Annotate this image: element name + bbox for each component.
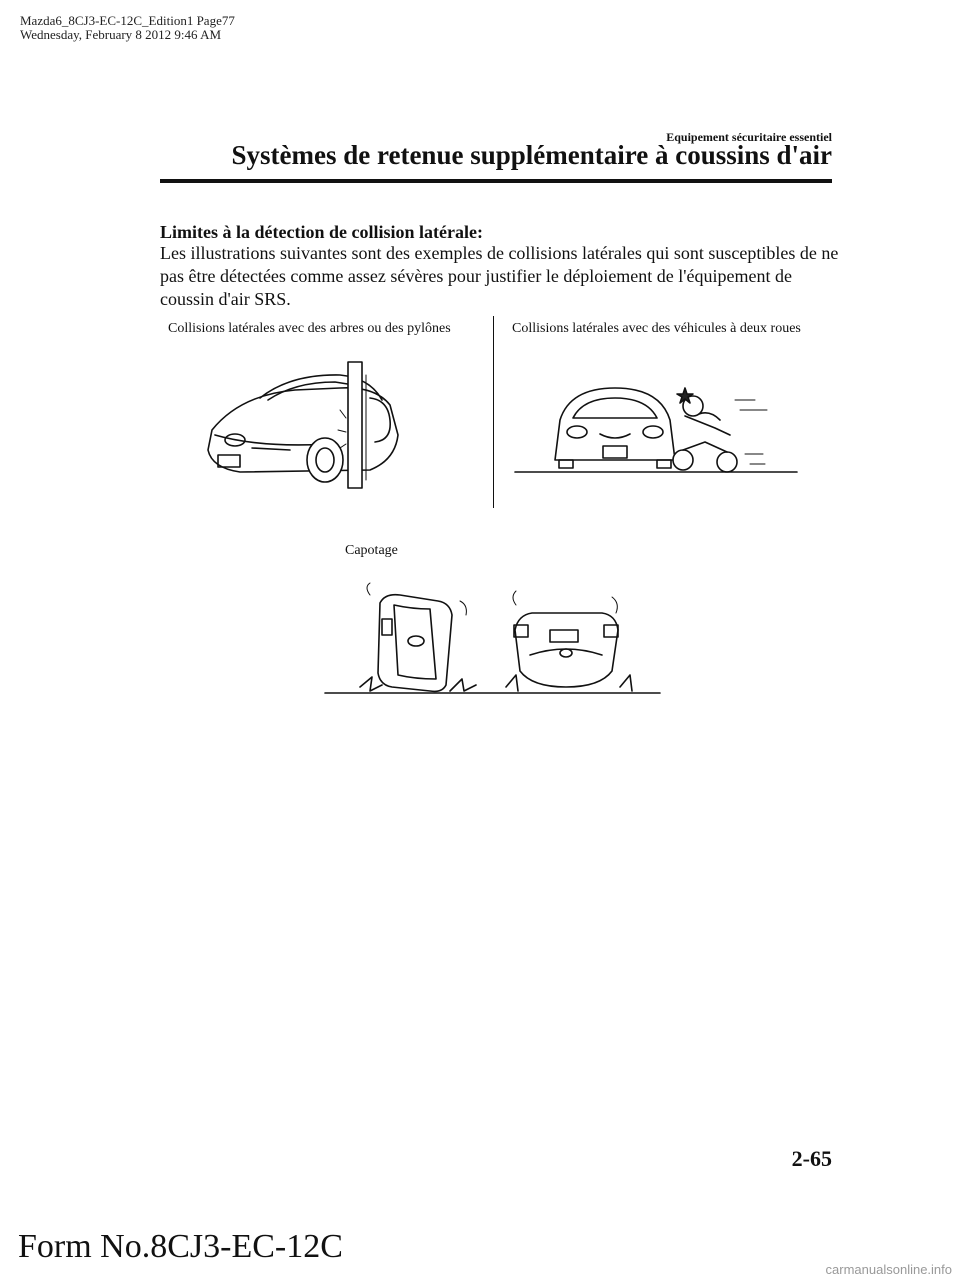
figure-two-wheeler-illustration — [515, 380, 800, 480]
car-front-view — [555, 388, 675, 468]
page-title: Systèmes de retenue supplémentaire à coussins d'air — [231, 140, 832, 170]
caption-rollover: Capotage — [345, 543, 398, 558]
column-divider — [493, 316, 494, 508]
car-front-three-quarter — [208, 375, 398, 482]
print-timestamp: Wednesday, February 8 2012 9:46 AM — [20, 27, 222, 42]
watermark: carmanualsonline.info — [825, 1262, 952, 1277]
car-upside-down — [513, 591, 618, 687]
title-rule — [160, 179, 832, 183]
subheading: Limites à la détection de collision latérale: — [160, 222, 483, 242]
page-number: 2-65 — [791, 1146, 832, 1171]
caption-tree-pole: Collisions latérales avec des arbres ou des pylônes — [168, 321, 451, 336]
document-id: Mazda6_8CJ3-EC-12C_Edition1 Page77 — [20, 13, 235, 28]
caption-two-wheeler: Collisions latérales avec des véhicules à deux roues — [512, 321, 801, 336]
section-label: Equipement sécuritaire essentiel — [666, 130, 832, 144]
car-tilted-side — [367, 583, 466, 691]
speed-lines — [735, 400, 767, 464]
motorcycle-rider — [673, 388, 737, 472]
intro-paragraph: Les illustrations suivantes sont des exemples de collisions latérales qui sont susceptibles de ne pas être détectées comme assez sévères pour justifier le déploiement de l'équipement de coussin d'air SRS. — [160, 243, 839, 309]
figure-rollover-illustration — [320, 575, 665, 700]
figure-tree-pole-illustration — [200, 360, 410, 490]
form-number: Form No.8CJ3-EC-12C — [18, 1228, 343, 1265]
